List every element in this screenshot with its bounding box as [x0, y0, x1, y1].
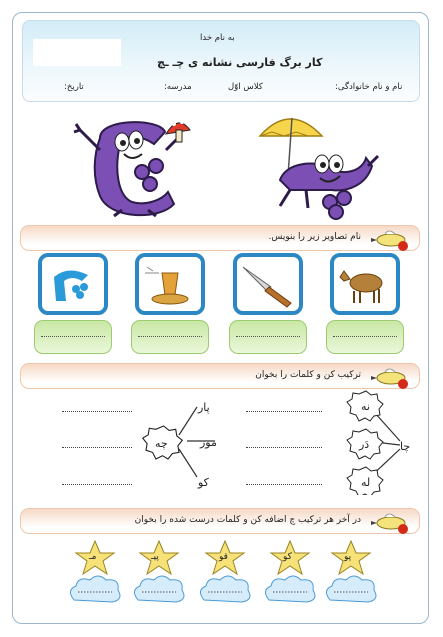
answer-cloud-4[interactable]: [130, 572, 188, 606]
picture-tea-glass-card: [135, 253, 205, 315]
section3-instruction: در آخر هر ترکیب چ اضافه کن و کلمات درست شده را بخوان: [134, 515, 361, 525]
grade-label: کلاس اوّل: [228, 82, 263, 92]
letter-che-final-mascot-image: [70, 110, 200, 220]
answer-line-right-2[interactable]: [246, 447, 322, 448]
answer-line-right-1[interactable]: [246, 411, 322, 412]
answer-cloud-5[interactable]: [66, 572, 124, 606]
bee-pencil-icon: [369, 511, 411, 535]
answer-cloud-3[interactable]: [196, 572, 254, 606]
letter-che-initial-mascot-image: [250, 106, 380, 221]
logo-placeholder: [33, 39, 121, 66]
date-label: تاریخ:: [64, 82, 84, 92]
star-syllable-3: قو: [219, 552, 228, 562]
bee-pencil-icon: [369, 228, 411, 252]
answer-line-left-2[interactable]: [62, 447, 132, 448]
star-syllable-4: پیـ: [151, 552, 159, 562]
knife-image: [237, 257, 299, 311]
name-label: نام و نام خانوادگی:: [335, 82, 403, 92]
right-part-1: نه: [361, 400, 370, 413]
section3-banner: [20, 508, 420, 534]
answer-box-3[interactable]: [229, 320, 307, 354]
star-syllable-5: مـ: [89, 552, 97, 562]
answer-line-left-3[interactable]: [62, 484, 132, 485]
star-shape: [138, 540, 180, 576]
right-combination-diagram: [330, 385, 430, 495]
answer-line-left-1[interactable]: [62, 411, 132, 412]
picture-knife-card: [233, 253, 303, 315]
tea-glass-image: [139, 257, 201, 311]
left-center-letters: چه: [155, 437, 168, 450]
star-syllable-2: کو: [283, 552, 292, 562]
right-center-letters: چا: [400, 440, 411, 453]
left-part-1: پار: [198, 401, 210, 414]
answer-cloud-1[interactable]: [322, 572, 380, 606]
answer-line-right-3[interactable]: [246, 484, 322, 485]
bismillah: به نام خدا: [200, 33, 235, 43]
answer-box-2[interactable]: [131, 320, 209, 354]
left-part-3: کو: [198, 476, 209, 489]
goat-image: [334, 257, 396, 311]
left-part-2: مور: [200, 436, 217, 449]
school-label: مدرسه:: [164, 82, 192, 92]
picture-goat-card: [330, 253, 400, 315]
worksheet-title: کار برگ فارسی نشانه ی چـ ـچ: [157, 56, 323, 69]
star-syllable-1: پو: [344, 552, 352, 562]
section1-instruction: نام تصاویر زیر را بنویس.: [268, 232, 361, 242]
right-part-3: له: [361, 476, 371, 489]
answer-box-1[interactable]: [34, 320, 112, 354]
right-part-2: دَر: [359, 438, 370, 451]
answer-cloud-2[interactable]: [261, 572, 319, 606]
letter-che-image: [42, 257, 104, 311]
section2-instruction: ترکیب کن و کلمات را بخوان: [255, 370, 361, 380]
picture-letter-che-card: [38, 253, 108, 315]
answer-box-4[interactable]: [326, 320, 404, 354]
section1-banner: [20, 225, 420, 251]
